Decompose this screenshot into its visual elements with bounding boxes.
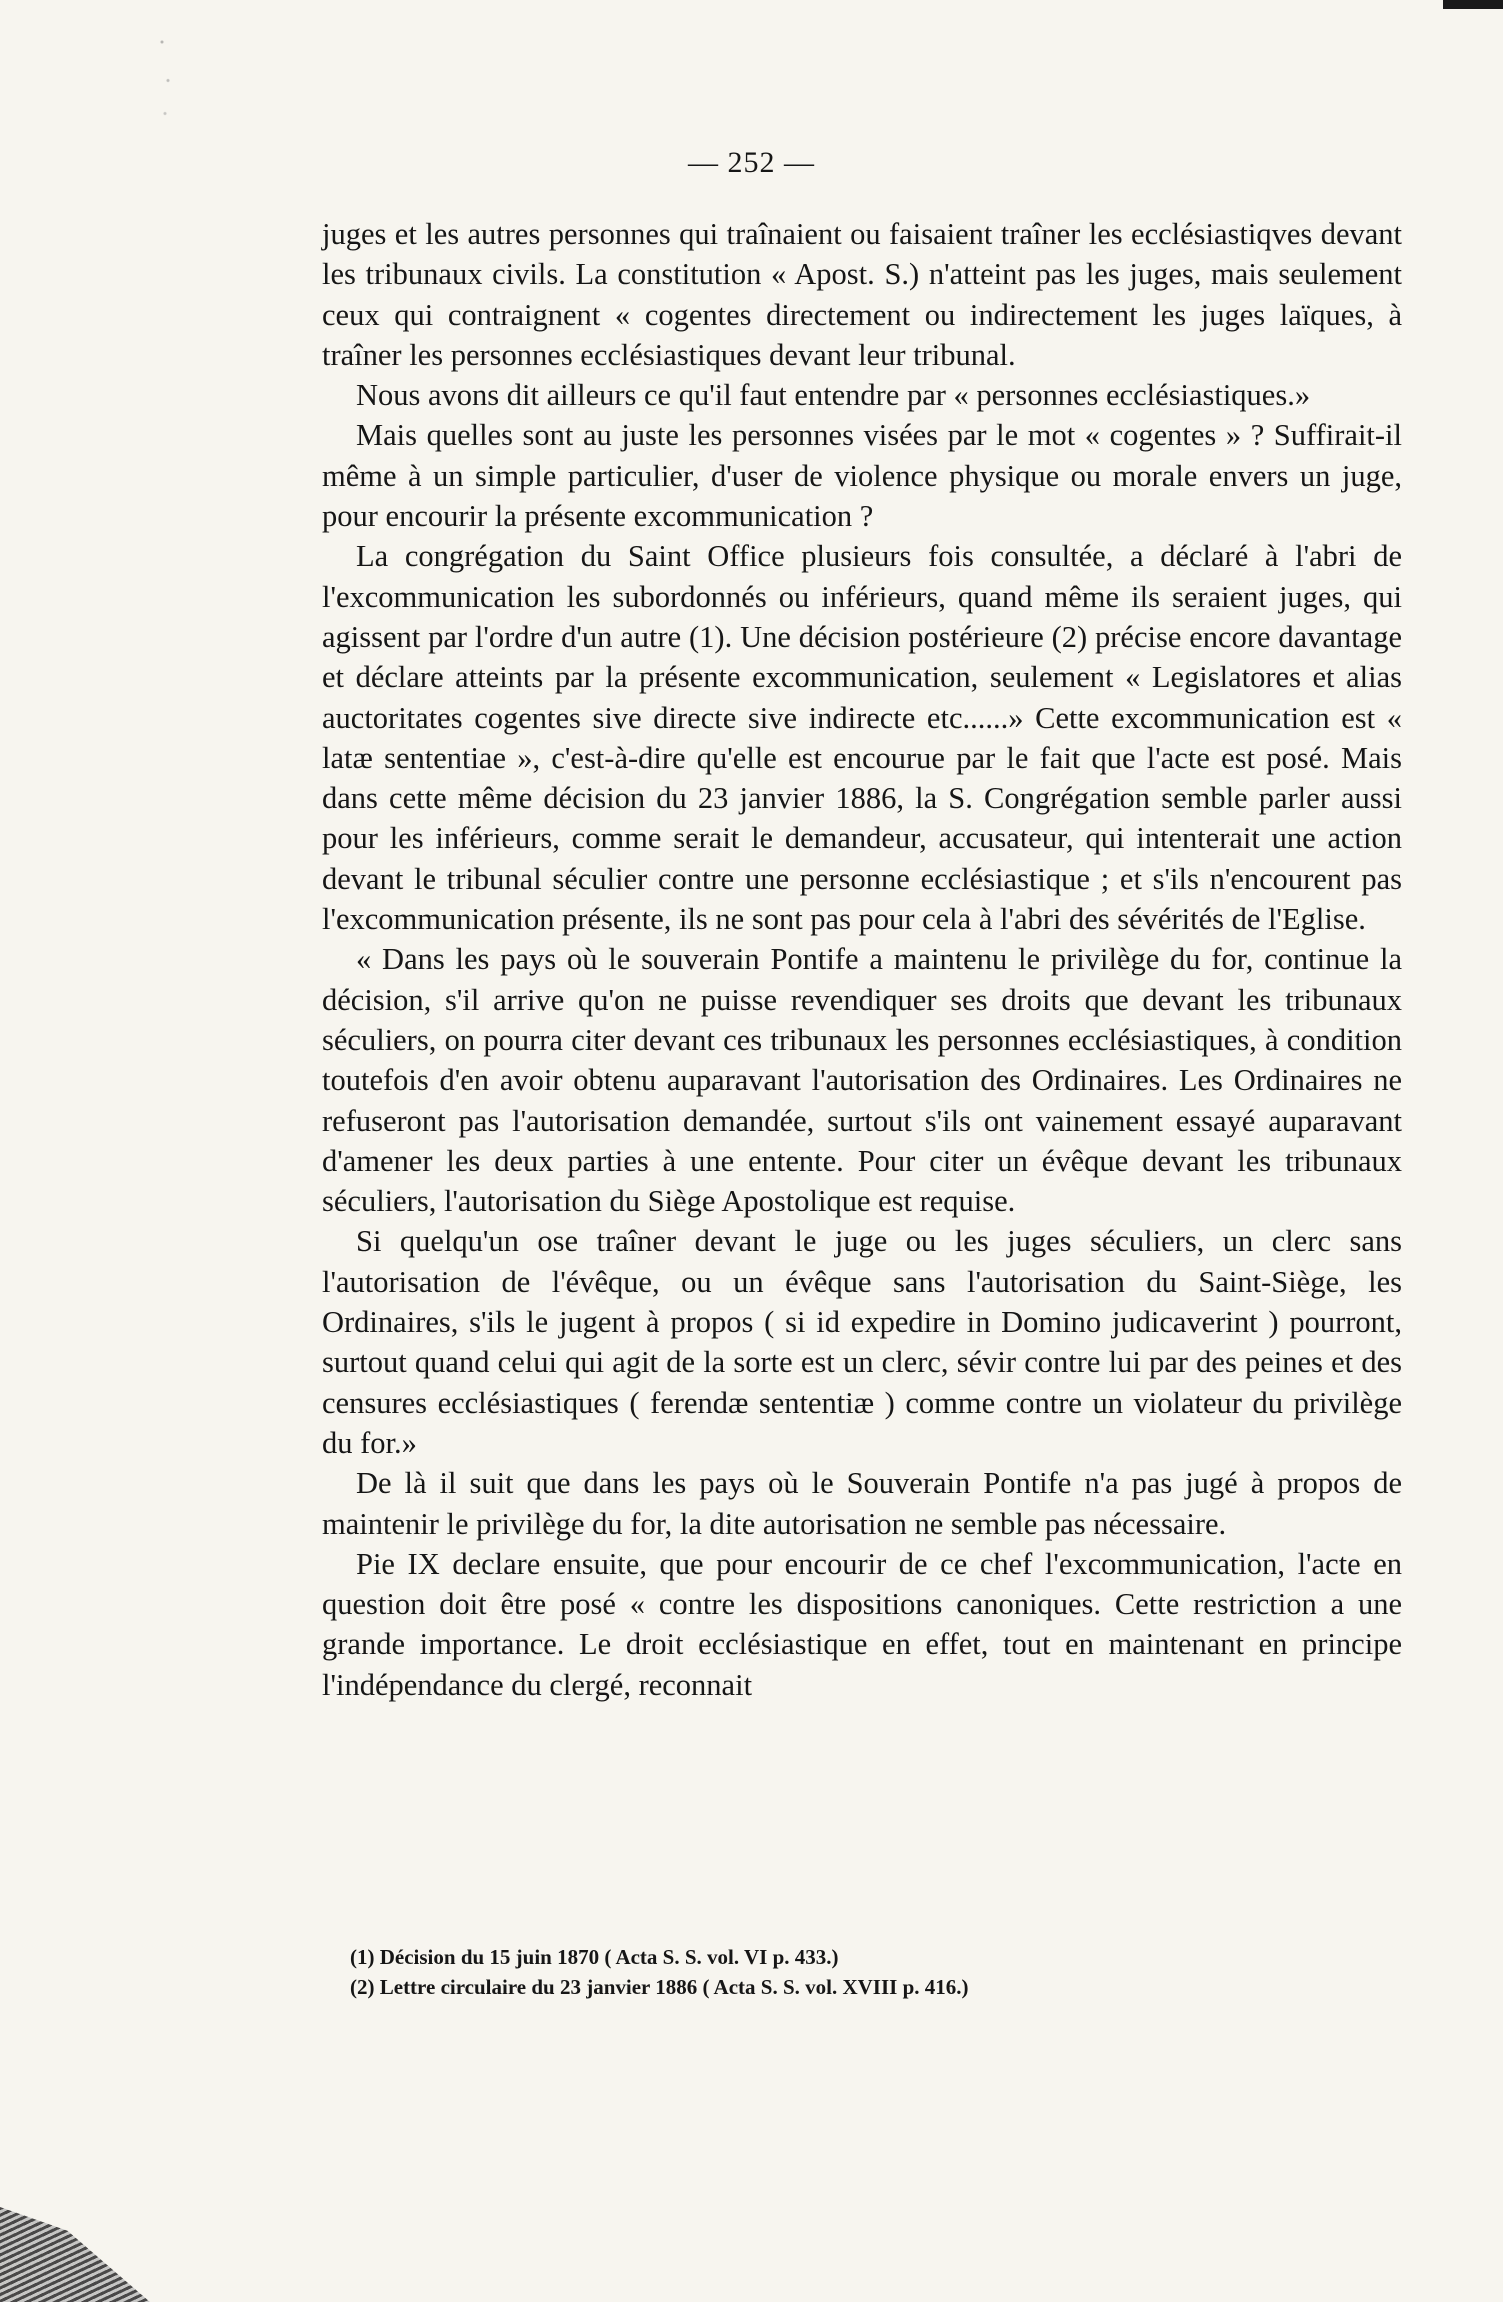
footnote: (1) Décision du 15 juin 1870 ( Acta S. S. vol. VI p. 433.) <box>350 1945 839 1969</box>
paragraph: « Dans les pays où le souverain Pontife a maintenu le privilège du for, continue la décision, s'il arrive qu'on ne puisse revendiquer ses droits que devant les tribunaux séculiers, on pourra citer devant ces tribunaux les personnes ecclésiastiques, à condition toutefois d'en avoir obtenu auparavant l'autorisation des Ordinaires. Les Ordinaires ne refuseront pas l'autorisation demandée, surtout s'ils ont vainement essayé auparavant d'amener les deux parties à une entente. Pour citer un évêque devant les tribunaux séculiers, l'autorisation du Siège Apostolique est requise. <box>322 942 1402 1219</box>
paragraph: La congrégation du Saint Office plusieurs fois consultée, a déclaré à l'abri de l'excommunication les subordonnés ou inférieurs, quand même ils seraient juges, qui agissent par l'ordre d'un autre (1). Une décision postérieure (2) précise encore davantage et déclare atteints par la présente excommunication, seulement « Legislatores et alias auctoritates cogentes sive directe sive indirecte etc......» Cette excommunication est « latæ sententiae », c'est-à-dire qu'elle est encourue par le fait que l'acte est posé. Mais dans cette même décision du 23 janvier 1886, la S. Congrégation semble parler aussi pour les inférieurs, comme serait le demandeur, accusateur, qui intenterait une action devant le tribunal séculier contre une personne ecclésiastique ; et s'ils n'encourent pas l'excommunication présente, ils ne sont pas pour cela à l'abri des sévérités de l'Eglise. <box>322 539 1402 937</box>
paragraph: juges et les autres personnes qui traînaient ou faisaient traîner les ecclésiastiqves devant les tribunaux civils. La constitution « Apost. S.) n'atteint pas les juges, mais seulement ceux qui contraignent « cogentes directement ou indirectement les juges laïques, à traîner les personnes ecclésiastiques devant leur tribunal. <box>322 217 1402 372</box>
page-number: — 252 — <box>688 146 815 179</box>
footnote: (2) Lettre circulaire du 23 janvier 1886 ( Acta S. S. vol. XVIII p. 416.) <box>350 1975 969 1999</box>
footnotes <box>350 1942 1390 2002</box>
scan-speckle <box>150 20 180 130</box>
paragraph: Mais quelles sont au juste les personnes visées par le mot « cogentes » ? Suffirait-il même à un simple particulier, d'user de violence physique ou morale envers un juge, pour encourir la présente excommunication ? <box>322 418 1402 534</box>
scan-corner-artifact <box>0 2207 150 2302</box>
body-text <box>322 214 1402 1705</box>
paragraph: Pie IX declare ensuite, que pour encourir de ce chef l'excommunication, l'acte en question doit être posé « contre les dispositions canoniques. Cette restriction a une grande importance. Le droit ecclésiastique en effet, tout en maintenant en principe l'indépendance du clergé, reconnait <box>322 1546 1402 1702</box>
paragraph: Si quelqu'un ose traîner devant le juge ou les juges séculiers, un clerc sans l'autorisation de l'évêque, ou un évêque sans l'autorisation du Saint-Siège, les Ordinaires, s'ils le jugent à propos ( si id expedire in Domino judicaverint ) pourront, surtout quand celui qui agit de la sorte est un clerc, sévir contre lui par des peines et des censures ecclésiastiques ( ferendæ sententiæ ) comme contre un violateur du privilège du for.» <box>322 1224 1402 1460</box>
scan-edge-mark <box>1443 0 1503 9</box>
paragraph: De là il suit que dans les pays où le Souverain Pontife n'a pas jugé à propos de maintenir le privilège du for, la dite autorisation ne semble pas nécessaire. <box>322 1466 1402 1541</box>
paragraph: Nous avons dit ailleurs ce qu'il faut entendre par « personnes ecclésiastiques.» <box>356 378 1311 413</box>
